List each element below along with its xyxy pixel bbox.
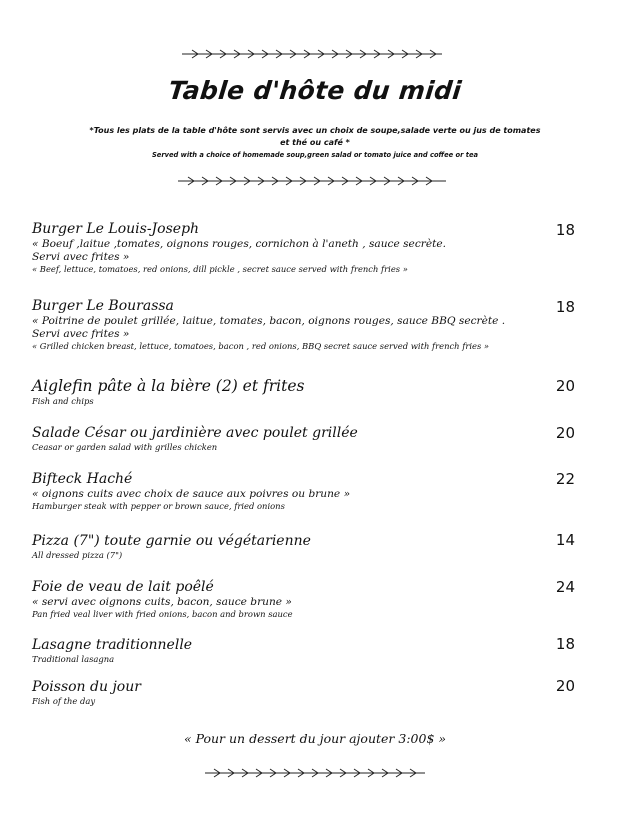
item-price: 18 [555, 635, 575, 653]
arrow-divider-middle [0, 174, 630, 188]
item-description-fr-2: Servi avec frites » [32, 328, 130, 340]
note-french-line-1: *Tous les plats de la table d'hôte sont servis avec un choix de soupe,salade verte ou jus de tomates [89, 126, 541, 135]
item-description-en: Hamburger steak with pepper or brown sauce, fried onions [32, 501, 285, 511]
menu-item-salade-cesar [32, 425, 592, 453]
item-description-fr: « oignons cuits avec choix de sauce aux poivres ou brune » [32, 488, 351, 500]
item-description-en: « Grilled chicken breast, lettuce, tomatoes, bacon , red onions, BBQ secret sauce served with french fries » [32, 341, 490, 351]
item-name: Burger Le Louis-Joseph [32, 221, 200, 237]
menu-item-burger-louis-joseph [32, 221, 592, 275]
item-name: Bifteck Haché [32, 471, 133, 487]
page-title: Table d'hôte du midi [167, 76, 463, 105]
item-description-en: « Beef, lettuce, tomatoes, red onions, dill pickle , secret sauce served with french fries » [32, 264, 408, 274]
arrow-divider-bottom [0, 766, 630, 780]
item-name: Pizza (7") toute garnie ou végétarienne [32, 533, 311, 549]
item-price: 18 [555, 221, 575, 239]
item-name: Salade César ou jardinière avec poulet grillée [32, 425, 358, 441]
item-price: 14 [555, 531, 575, 549]
dessert-note: « Pour un dessert du jour ajouter 3:00$ » [183, 731, 447, 746]
item-price: 20 [555, 677, 575, 695]
item-description-fr: « Boeuf ,laitue ,tomates, oignons rouges, cornichon à l'aneth , sauce secrète. [32, 238, 446, 250]
menu-item-lasagne [32, 637, 592, 665]
menu-item-burger-bourassa [32, 298, 592, 352]
menu-item-poisson-du-jour [32, 679, 592, 707]
item-description-en: Traditional lasagna [32, 654, 115, 664]
menu-item-aiglefin [32, 377, 592, 407]
arrow-divider-top [0, 47, 630, 61]
menu-item-bifteck-hache [32, 471, 592, 512]
item-description-en: Ceasar or garden salad with grilles chicken [32, 442, 218, 452]
item-description-en: Pan fried veal liver with fried onions, bacon and brown sauce [32, 609, 293, 619]
item-price: 24 [555, 578, 575, 596]
item-price: 20 [555, 377, 575, 395]
item-name: Lasagne traditionnelle [32, 637, 193, 653]
menu-item-foie-de-veau [32, 579, 592, 620]
item-price: 20 [555, 424, 575, 442]
note-english: Served with a choice of homemade soup,green salad or tomato juice and coffee or tea [151, 151, 478, 159]
item-price: 18 [555, 298, 575, 316]
note-french-line-2: et thé ou café * [280, 138, 350, 147]
item-description-en: Fish of the day [32, 696, 96, 706]
item-description-fr-2: Servi avec frites » [32, 251, 130, 263]
item-name: Aiglefin pâte à la bière (2) et frites [32, 377, 305, 395]
menu-item-pizza [32, 533, 592, 561]
item-price: 22 [555, 470, 575, 488]
item-description-fr: « Poitrine de poulet grillée, laitue, tomates, bacon, oignons rouges, sauce BBQ secrète . [32, 315, 506, 327]
item-description-fr: « servi avec oignons cuits, bacon, sauce brune » [32, 596, 292, 608]
item-description-en: All dressed pizza (7") [32, 550, 123, 560]
item-name: Burger Le Bourassa [32, 298, 174, 314]
item-description-en: Fish and chips [32, 396, 94, 406]
item-name: Poisson du jour [32, 679, 141, 695]
item-name: Foie de veau de lait poêlé [32, 579, 214, 595]
